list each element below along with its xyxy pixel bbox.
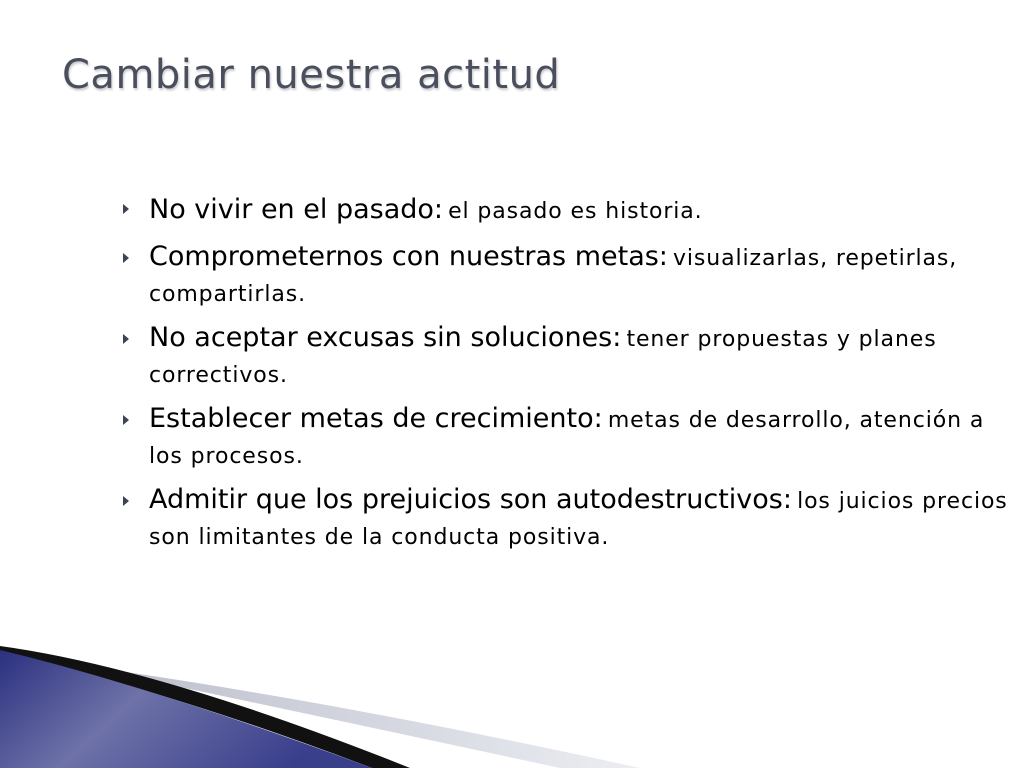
bullet-heading: Admitir que los prejuicios son autodestructivos:	[149, 484, 792, 515]
triangle-bullet-icon	[123, 253, 129, 263]
bullet-heading: No vivir en el pasado:	[149, 194, 443, 225]
bullet-heading: Establecer metas de crecimiento:	[149, 403, 603, 434]
bullet-item	[120, 401, 1010, 475]
triangle-bullet-icon	[123, 415, 129, 425]
bullet-text: los juicios precios son limitantes de la conducta positiva.	[149, 489, 1008, 550]
triangle-bullet-icon	[123, 334, 129, 344]
triangle-bullet-icon	[123, 496, 129, 506]
swoosh-blue-band	[0, 650, 372, 768]
swoosh-grey-band	[70, 664, 640, 768]
bullet-heading: Comprometernos con nuestras metas:	[149, 241, 668, 272]
bullet-heading: No aceptar excusas sin soluciones:	[149, 322, 622, 353]
bullet-text: el pasado es historia.	[448, 199, 703, 224]
bullet-text: tener propuestas y planes correctivos.	[149, 327, 937, 388]
bullet-item	[120, 482, 1010, 556]
triangle-bullet-icon	[123, 204, 129, 214]
bullet-text: visualizarlas, repetirlas, compartirlas.	[149, 246, 958, 307]
bullet-text: metas de desarrollo, atención a los procesos.	[149, 408, 985, 469]
swoosh-black-band	[0, 646, 410, 768]
slide-title: Cambiar nuestra actitud	[62, 52, 561, 98]
bullet-item	[120, 190, 1010, 232]
bullet-item	[120, 320, 1010, 394]
bullet-item	[120, 239, 1010, 313]
bullet-list	[120, 190, 1010, 563]
